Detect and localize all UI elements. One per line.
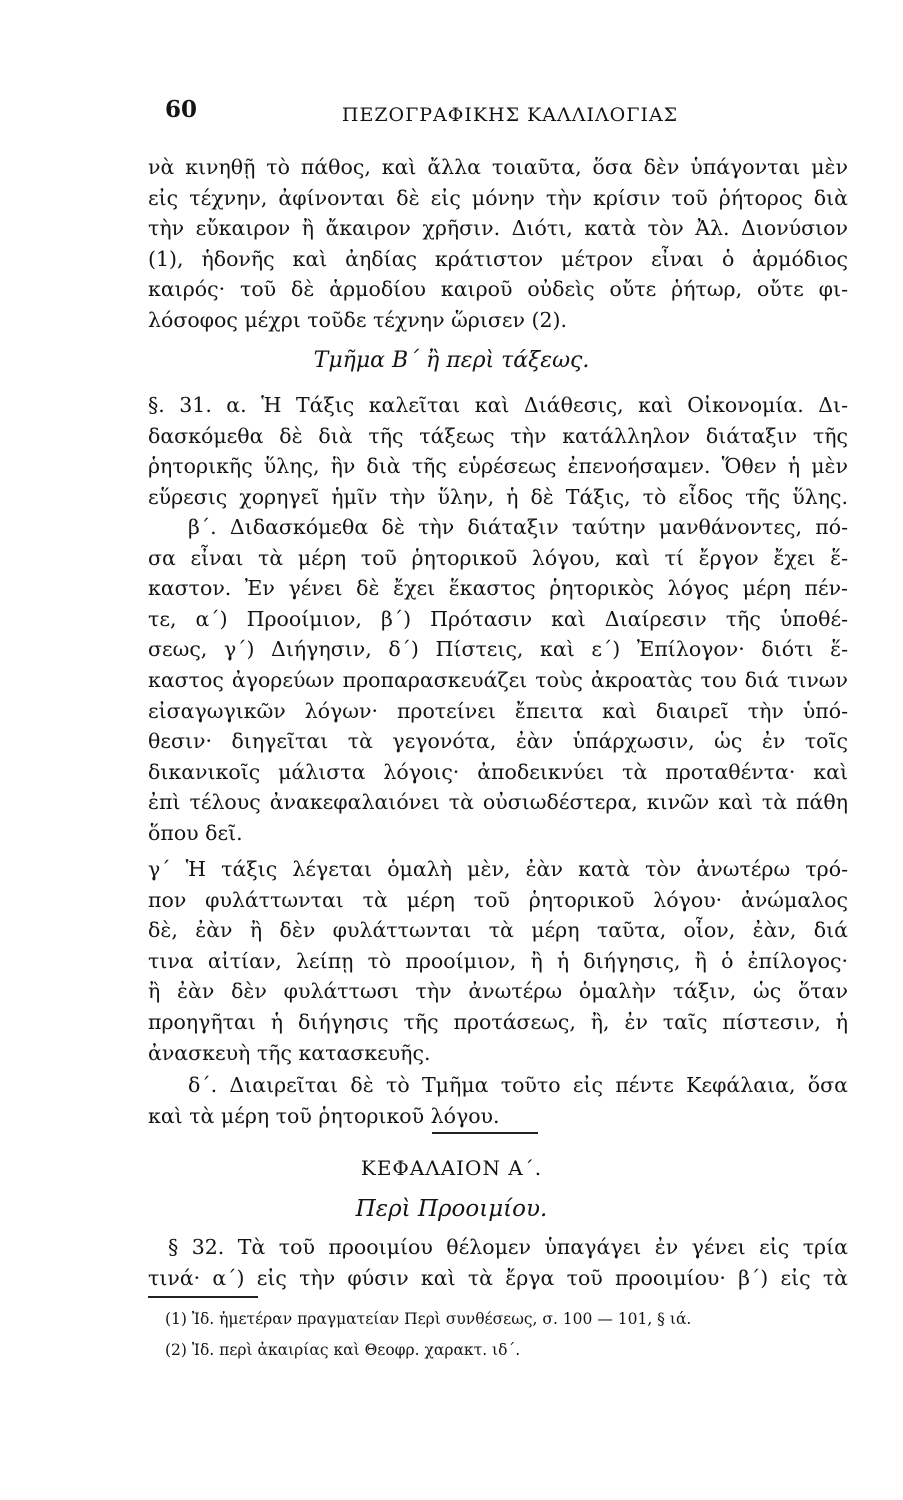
text-line: ῥητορικῆς ὕλης, ἣν διὰ τῆς εὑρέσεως ἐπενοήσαμεν. Ὅθεν ἡ μὲν [148,454,848,479]
text-line: εὕρεσις χορηγεῖ ἡμῖν τὴν ὕλην, ἡ δὲ Τάξις, τὸ εἶδος τῆς ὕλης. [148,484,848,509]
paragraph-31a [148,390,848,512]
text-line: τινά· α΄) εἰς τὴν φύσιν καὶ τὰ ἔργα τοῦ προοιμίου· β΄) εἰς τὰ [148,1265,848,1290]
paragraph-31d [148,1070,848,1131]
running-head: ΠΕΖΟΓΡΑΦΙΚΗΣ ΚΑΛΛΙΛΟΓΙΑΣ [341,104,679,126]
paragraph-31c [148,854,848,1068]
footnotes [165,1304,845,1366]
text-line: τὴν εὔκαιρον ἢ ἄκαιρον χρῆσιν. Διότι, κατὰ τὸν Ἀλ. Διονύσιον [148,216,848,241]
section-heading: Τμῆμα Β΄ ἢ περὶ τάξεως. [313,348,590,373]
text-line: τινα αἰτίαν, λείπῃ τὸ προοίμιον, ἢ ἡ διήγησις, ἢ ὁ ἐπίλογος· [148,948,848,973]
text-line: σα εἶναι τὰ μέρη τοῦ ῥητορικοῦ λόγου, καὶ τί ἔργον ἔχει ἕ- [148,545,848,570]
text-line: ἐπὶ τέλους ἀνακεφαλαιόνει τὰ οὐσιωδέστερα, κινῶν καὶ τὰ πάθη [148,790,848,815]
paragraph-1 [148,152,848,336]
text-line: δ΄. Διαιρεῖται δὲ τὸ Τμῆμα τοῦτο εἰς πέντε Κεφάλαια, ὅσα [188,1073,848,1097]
text-line: θεσιν· διηγεῖται τὰ γεγονότα, ἐὰν ὑπάρχωσιν, ὡς ἐν τοῖς [148,729,848,754]
text-line: (1), ἡδονῆς καὶ ἀηδίας κράτιστον μέτρον εἶναι ὁ ἁρμόδιος [148,246,848,271]
text-line: προηγῆται ἡ διήγησις τῆς προτάσεως, ἢ, ἐν ταῖς πίστεσιν, ἡ [148,1009,848,1034]
text-line: § 32. Τὰ τοῦ προοιμίου θέλομεν ὑπαγάγει ἐν γένει εἰς τρία [168,1235,848,1259]
text-line: καὶ τὰ μέρη τοῦ ῥητορικοῦ λόγου. [148,1103,500,1128]
text-line: εἰσαγωγικῶν λόγων· προτείνει ἔπειτα καὶ διαιρεῖ τὴν ὑπό- [148,698,848,723]
text-line: καστον. Ἐν γένει δὲ ἔχει ἕκαστος ῥητορικὸς λόγος μέρη πέν- [148,576,848,601]
text-line: καστος ἀγορεύων προπαρασκευάζει τοὺς ἀκροατὰς του διά τινων [148,667,848,692]
footnote-1: (1) Ἰδ. ἡμετέραν πραγματείαν Περὶ συνθέσεως, σ. 100 — 101, § ιά. [165,1310,692,1328]
text-line: λόσοφος μέχρι τοῦδε τέχνην ὥρισεν (2). [148,307,568,332]
footnote-rule [148,1296,258,1298]
page-number: 60 [165,96,198,123]
text-line: σεως, γ΄) Διήγησιν, δ΄) Πίστεις, καὶ ε΄) Ἐπίλογον· διότι ἕ- [148,637,848,662]
text-line: δὲ, ἐὰν ἢ δὲν φυλάττωνται τὰ μέρη ταῦτα, οἷον, ἐὰν, διά [148,918,848,943]
text-line: ἢ ἐὰν δὲν φυλάττωσι τὴν ἀνωτέρω ὁμαλὴν τάξιν, ὡς ὅταν [148,979,848,1004]
chapter-subheading: Περὶ Προοιμίου. [355,1196,548,1222]
footnote-2: (2) Ἰδ. περὶ ἀκαιρίας καὶ Θεοφρ. χαρακτ. ιδ΄. [165,1341,521,1359]
paragraph-32 [148,1232,848,1293]
text-line: δασκόμεθα δὲ διὰ τῆς τάξεως τὴν κατάλληλον διάταξιν τῆς [148,423,848,448]
divider-rule [432,1132,538,1134]
text-line: ἀνασκευὴ τῆς κατασκευῆς. [148,1040,431,1065]
paragraph-31b [148,512,848,849]
text-line: καιρός· τοῦ δὲ ἁρμοδίου καιροῦ οὐδεὶς οὔτε ῥήτωρ, οὔτε φι- [148,277,848,302]
text-line: εἰς τέχνην, ἀφίνονται δὲ εἰς μόνην τὴν κρίσιν τοῦ ῥήτορος διὰ [148,185,848,210]
text-line: β΄. Διδασκόμεθα δὲ τὴν διάταξιν ταύτην μανθάνοντες, πό- [188,515,848,539]
text-line: γ΄ Ἡ τάξις λέγεται ὁμαλὴ μὲν, ἐὰν κατὰ τὸν ἀνωτέρω τρό- [148,857,848,881]
text-line: δικανικοῖς μάλιστα λόγοις· ἀποδεικνύει τὰ προταθέντα· καὶ [148,759,848,784]
chapter-heading: ΚΕΦΑΛΑΙΟΝ Α΄. [360,1156,543,1180]
text-line: νὰ κινηθῇ τὸ πάθος, καὶ ἄλλα τοιαῦτα, ὅσα δὲν ὑπάγονται μὲν [148,155,848,179]
text-line: ὅπου δεῖ. [148,820,243,845]
text-line: πον φυλάττωνται τὰ μέρη τοῦ ῥητορικοῦ λόγου· ἀνώμαλος [148,887,848,912]
text-line: §. 31. α. Ἡ Τάξις καλεῖται καὶ Διάθεσις, καὶ Οἰκονομία. Δι- [148,393,848,417]
page-header [165,96,855,136]
text-line: τε, α΄) Προοίμιον, β΄) Πρότασιν καὶ Διαίρεσιν τῆς ὑποθέ- [148,606,848,631]
